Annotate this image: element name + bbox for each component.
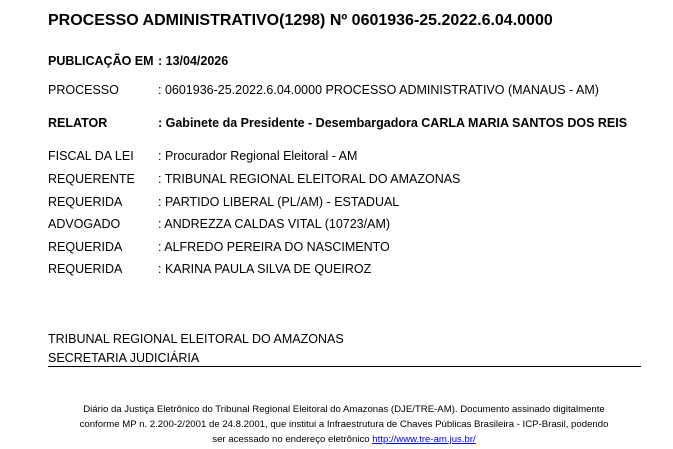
field-value: : Gabinete da Presidente - Desembargadora CARLA MARIA SANTOS DOS REIS xyxy=(158,116,628,131)
footer-divider xyxy=(48,366,641,367)
field-label: ADVOGADO xyxy=(48,217,121,232)
tre-am-website-link[interactable]: http://www.tre-am.jus.br/ xyxy=(372,434,476,445)
field-row-requerida-1 xyxy=(46,191,646,214)
field-label: REQUERIDA xyxy=(48,262,123,277)
field-value: : PARTIDO LIBERAL (PL/AM) - ESTADUAL xyxy=(158,194,400,209)
field-label: PUBLICAÇÃO EM xyxy=(48,53,154,68)
field-value: : TRIBUNAL REGIONAL ELEITORAL DO AMAZONAS xyxy=(158,171,461,186)
field-row-processo xyxy=(46,79,646,102)
field-row-requerida-2 xyxy=(46,236,646,259)
field-value: : 0601936-25.2022.6.04.0000 PROCESSO ADMINISTRATIVO (MANAUS - AM) xyxy=(158,82,599,97)
field-value: : Procurador Regional Eleitoral - AM xyxy=(158,149,358,164)
notice-line: conforme MP n. 2.200-2/2001 de 24.8.2001, que institui a Infraestrutura de Chaves Públicas Brasileira - ICP-Brasil, podendo xyxy=(79,419,609,430)
field-row-advogado xyxy=(46,213,646,236)
field-label: REQUERIDA xyxy=(48,194,123,209)
organization-name: TRIBUNAL REGIONAL ELEITORAL DO AMAZONAS xyxy=(48,332,344,346)
field-label: RELATOR xyxy=(48,116,108,131)
field-value: : KARINA PAULA SILVA DE QUEIROZ xyxy=(158,262,372,277)
field-value: : ANDREZZA CALDAS VITAL (10723/AM) xyxy=(158,217,391,232)
department-name: SECRETARIA JUDICIÁRIA xyxy=(48,351,200,365)
field-row-fiscal xyxy=(46,146,646,169)
process-metadata-table xyxy=(46,43,646,281)
field-row-requerente xyxy=(46,168,646,191)
notice-line: Diário da Justiça Eletrônico do Tribunal Regional Eleitoral do Amazonas (DJE/TRE-AM). Documento assinado digitalmente xyxy=(83,404,605,415)
signature-notice xyxy=(44,402,644,447)
field-value: : ALFREDO PEREIRA DO NASCIMENTO xyxy=(158,239,390,254)
field-row-requerida-3 xyxy=(46,259,646,282)
notice-line-text: ser acessado no endereço eletrônico xyxy=(212,434,370,445)
field-label: REQUERENTE xyxy=(48,171,135,186)
field-label: FISCAL DA LEI xyxy=(48,149,134,164)
field-value: : 13/04/2026 xyxy=(158,53,229,68)
field-label: PROCESSO xyxy=(48,82,119,97)
issuing-organization xyxy=(48,330,344,368)
field-row-relator xyxy=(46,102,646,146)
field-row-publicacao xyxy=(46,43,646,79)
field-label: REQUERIDA xyxy=(48,239,123,254)
document-title: PROCESSO ADMINISTRATIVO(1298) Nº 0601936-25.2022.6.04.0000 xyxy=(48,12,553,29)
notice-line xyxy=(44,432,644,447)
